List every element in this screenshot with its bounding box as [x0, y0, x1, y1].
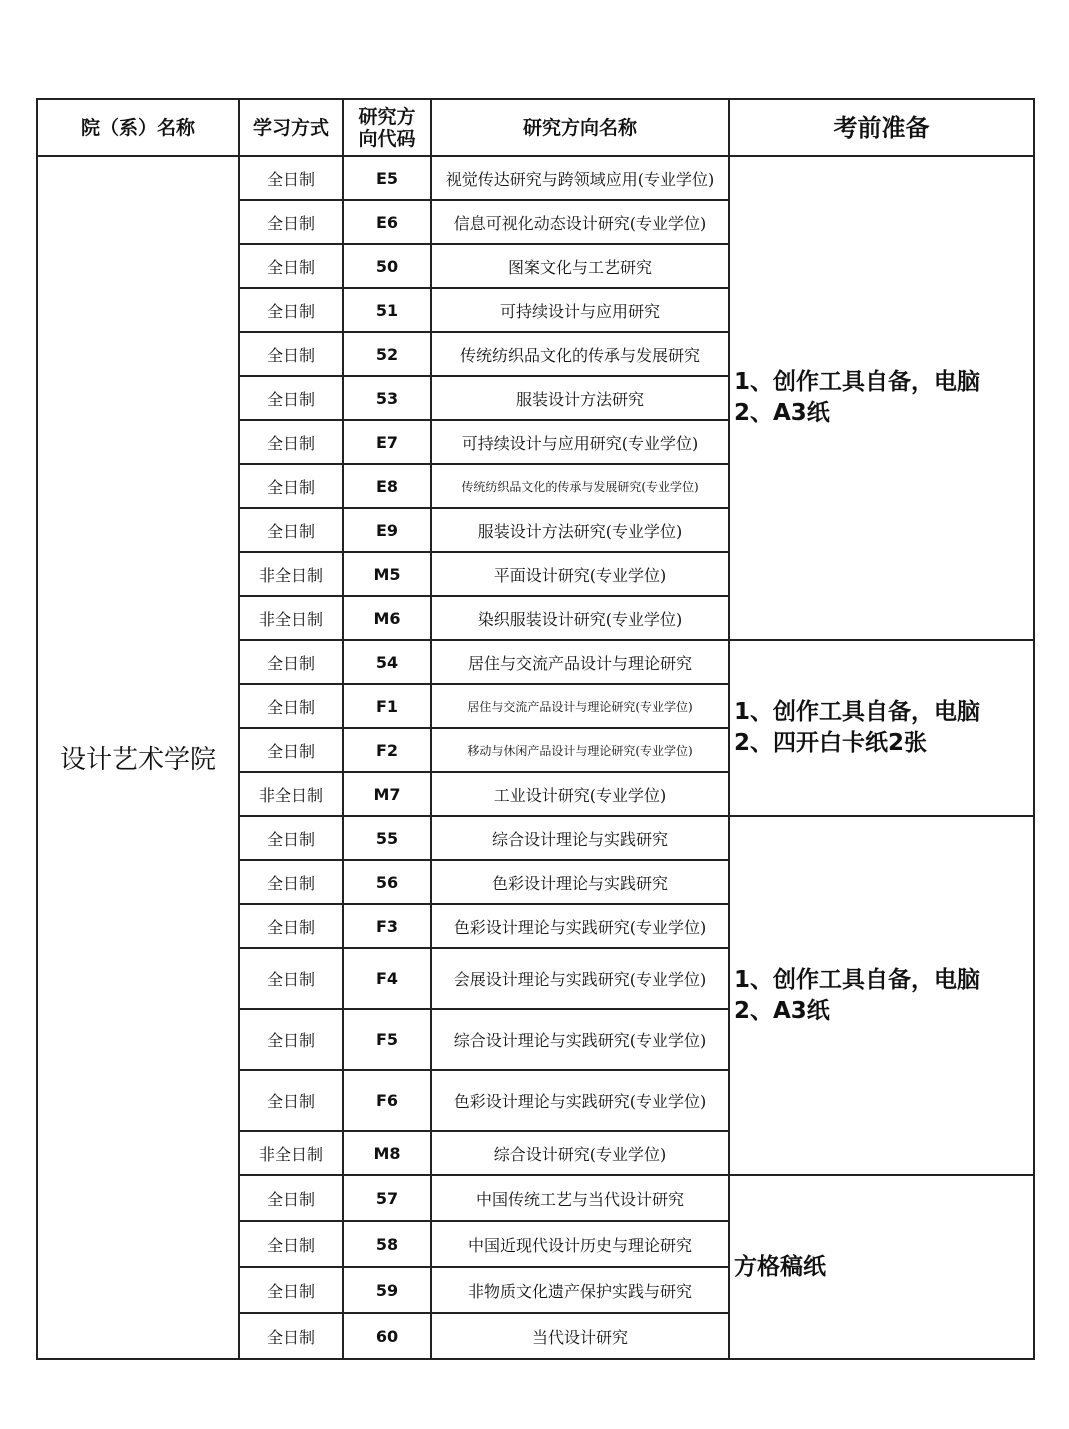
- direction-code-cell: 58: [343, 1221, 431, 1267]
- direction-code-cell: E8: [343, 464, 431, 508]
- direction-name-cell: 综合设计理论与实践研究(专业学位): [431, 1009, 729, 1070]
- exam-prep-line: 1、创作工具自备，电脑: [734, 369, 981, 395]
- exam-prep-cell: [729, 816, 1034, 1175]
- direction-code-cell: 54: [343, 640, 431, 684]
- direction-code-cell: 52: [343, 332, 431, 376]
- study-mode-cell: 全日制: [239, 1175, 343, 1221]
- header-college: 院（系）名称: [37, 99, 239, 156]
- direction-code-cell: 59: [343, 1267, 431, 1313]
- direction-name-cell: 传统纺织品文化的传承与发展研究(专业学位): [431, 464, 729, 508]
- direction-name-cell: 移动与休闲产品设计与理论研究(专业学位): [431, 728, 729, 772]
- study-mode-cell: 全日制: [239, 420, 343, 464]
- study-mode-cell: 全日制: [239, 860, 343, 904]
- direction-code-cell: E6: [343, 200, 431, 244]
- direction-code-cell: M5: [343, 552, 431, 596]
- study-mode-cell: 非全日制: [239, 552, 343, 596]
- direction-code-cell: E5: [343, 156, 431, 200]
- direction-name-cell: 可持续设计与应用研究(专业学位): [431, 420, 729, 464]
- direction-code-cell: F2: [343, 728, 431, 772]
- direction-name-cell: 色彩设计理论与实践研究(专业学位): [431, 1070, 729, 1131]
- direction-code-cell: F4: [343, 948, 431, 1009]
- direction-code-cell: F5: [343, 1009, 431, 1070]
- direction-code-cell: M8: [343, 1131, 431, 1175]
- direction-name-cell: 居住与交流产品设计与理论研究: [431, 640, 729, 684]
- study-mode-cell: 全日制: [239, 640, 343, 684]
- direction-code-cell: 60: [343, 1313, 431, 1359]
- study-mode-cell: 全日制: [239, 200, 343, 244]
- study-mode-cell: 全日制: [239, 1009, 343, 1070]
- header-study-mode: 学习方式: [239, 99, 343, 156]
- study-mode-cell: 非全日制: [239, 1131, 343, 1175]
- direction-name-cell: 平面设计研究(专业学位): [431, 552, 729, 596]
- direction-name-cell: 色彩设计理论与实践研究: [431, 860, 729, 904]
- exam-prep-line: 2、A3纸: [734, 997, 830, 1024]
- header-code: [343, 99, 431, 156]
- study-mode-cell: 全日制: [239, 948, 343, 1009]
- direction-name-cell: 综合设计理论与实践研究: [431, 816, 729, 860]
- study-mode-cell: 全日制: [239, 332, 343, 376]
- direction-name-cell: 染织服装设计研究(专业学位): [431, 596, 729, 640]
- study-mode-cell: 全日制: [239, 684, 343, 728]
- header-code-line1: 研究方: [358, 105, 416, 128]
- exam-prep-line: 方格稿纸: [734, 1253, 826, 1280]
- study-mode-cell: 非全日制: [239, 596, 343, 640]
- study-mode-cell: 非全日制: [239, 772, 343, 816]
- direction-code-cell: 57: [343, 1175, 431, 1221]
- table-body: [37, 156, 1034, 1359]
- study-mode-cell: 全日制: [239, 1221, 343, 1267]
- exam-prep-cell: [729, 640, 1034, 816]
- study-mode-cell: 全日制: [239, 1267, 343, 1313]
- direction-code-cell: F3: [343, 904, 431, 948]
- exam-prep-cell: [729, 1175, 1034, 1359]
- header-row: [37, 99, 1034, 156]
- direction-code-cell: M7: [343, 772, 431, 816]
- direction-code-cell: 53: [343, 376, 431, 420]
- study-mode-cell: 全日制: [239, 156, 343, 200]
- direction-code-cell: M6: [343, 596, 431, 640]
- direction-name-cell: 中国近现代设计历史与理论研究: [431, 1221, 729, 1267]
- direction-name-cell: 中国传统工艺与当代设计研究: [431, 1175, 729, 1221]
- direction-name-cell: 居住与交流产品设计与理论研究(专业学位): [431, 684, 729, 728]
- direction-name-cell: 综合设计研究(专业学位): [431, 1131, 729, 1175]
- table-row: [37, 156, 1034, 200]
- direction-code-cell: 50: [343, 244, 431, 288]
- college-name-cell: 设计艺术学院: [37, 156, 239, 1359]
- header-prep: 考前准备: [729, 99, 1034, 156]
- direction-name-cell: 会展设计理论与实践研究(专业学位): [431, 948, 729, 1009]
- direction-name-cell: 传统纺织品文化的传承与发展研究: [431, 332, 729, 376]
- direction-name-cell: 服装设计方法研究(专业学位): [431, 508, 729, 552]
- exam-prep-cell: [729, 156, 1034, 640]
- study-mode-cell: 全日制: [239, 376, 343, 420]
- study-mode-cell: 全日制: [239, 1313, 343, 1359]
- study-mode-cell: 全日制: [239, 904, 343, 948]
- study-mode-cell: 全日制: [239, 464, 343, 508]
- study-mode-cell: 全日制: [239, 816, 343, 860]
- direction-code-cell: F6: [343, 1070, 431, 1131]
- direction-code-cell: E9: [343, 508, 431, 552]
- study-mode-cell: 全日制: [239, 244, 343, 288]
- direction-code-cell: E7: [343, 420, 431, 464]
- direction-name-cell: 色彩设计理论与实践研究(专业学位): [431, 904, 729, 948]
- header-direction: 研究方向名称: [431, 99, 729, 156]
- study-mode-cell: 全日制: [239, 1070, 343, 1131]
- direction-name-cell: 图案文化与工艺研究: [431, 244, 729, 288]
- study-mode-cell: 全日制: [239, 508, 343, 552]
- study-mode-cell: 全日制: [239, 728, 343, 772]
- direction-name-cell: 当代设计研究: [431, 1313, 729, 1359]
- direction-code-cell: F1: [343, 684, 431, 728]
- direction-name-cell: 工业设计研究(专业学位): [431, 772, 729, 816]
- direction-name-cell: 信息可视化动态设计研究(专业学位): [431, 200, 729, 244]
- study-mode-cell: 全日制: [239, 288, 343, 332]
- direction-name-cell: 非物质文化遗产保护实践与研究: [431, 1267, 729, 1313]
- header-code-line2: 向代码: [358, 127, 416, 150]
- direction-code-cell: 51: [343, 288, 431, 332]
- admission-table: [36, 98, 1035, 1360]
- direction-code-cell: 55: [343, 816, 431, 860]
- exam-prep-line: 2、四开白卡纸2张: [734, 730, 928, 756]
- direction-code-cell: 56: [343, 860, 431, 904]
- direction-name-cell: 视觉传达研究与跨领域应用(专业学位): [431, 156, 729, 200]
- direction-name-cell: 可持续设计与应用研究: [431, 288, 729, 332]
- direction-name-cell: 服装设计方法研究: [431, 376, 729, 420]
- exam-prep-line: 1、创作工具自备，电脑: [734, 966, 981, 993]
- exam-prep-line: 2、A3纸: [734, 400, 830, 426]
- exam-prep-line: 1、创作工具自备，电脑: [734, 699, 981, 725]
